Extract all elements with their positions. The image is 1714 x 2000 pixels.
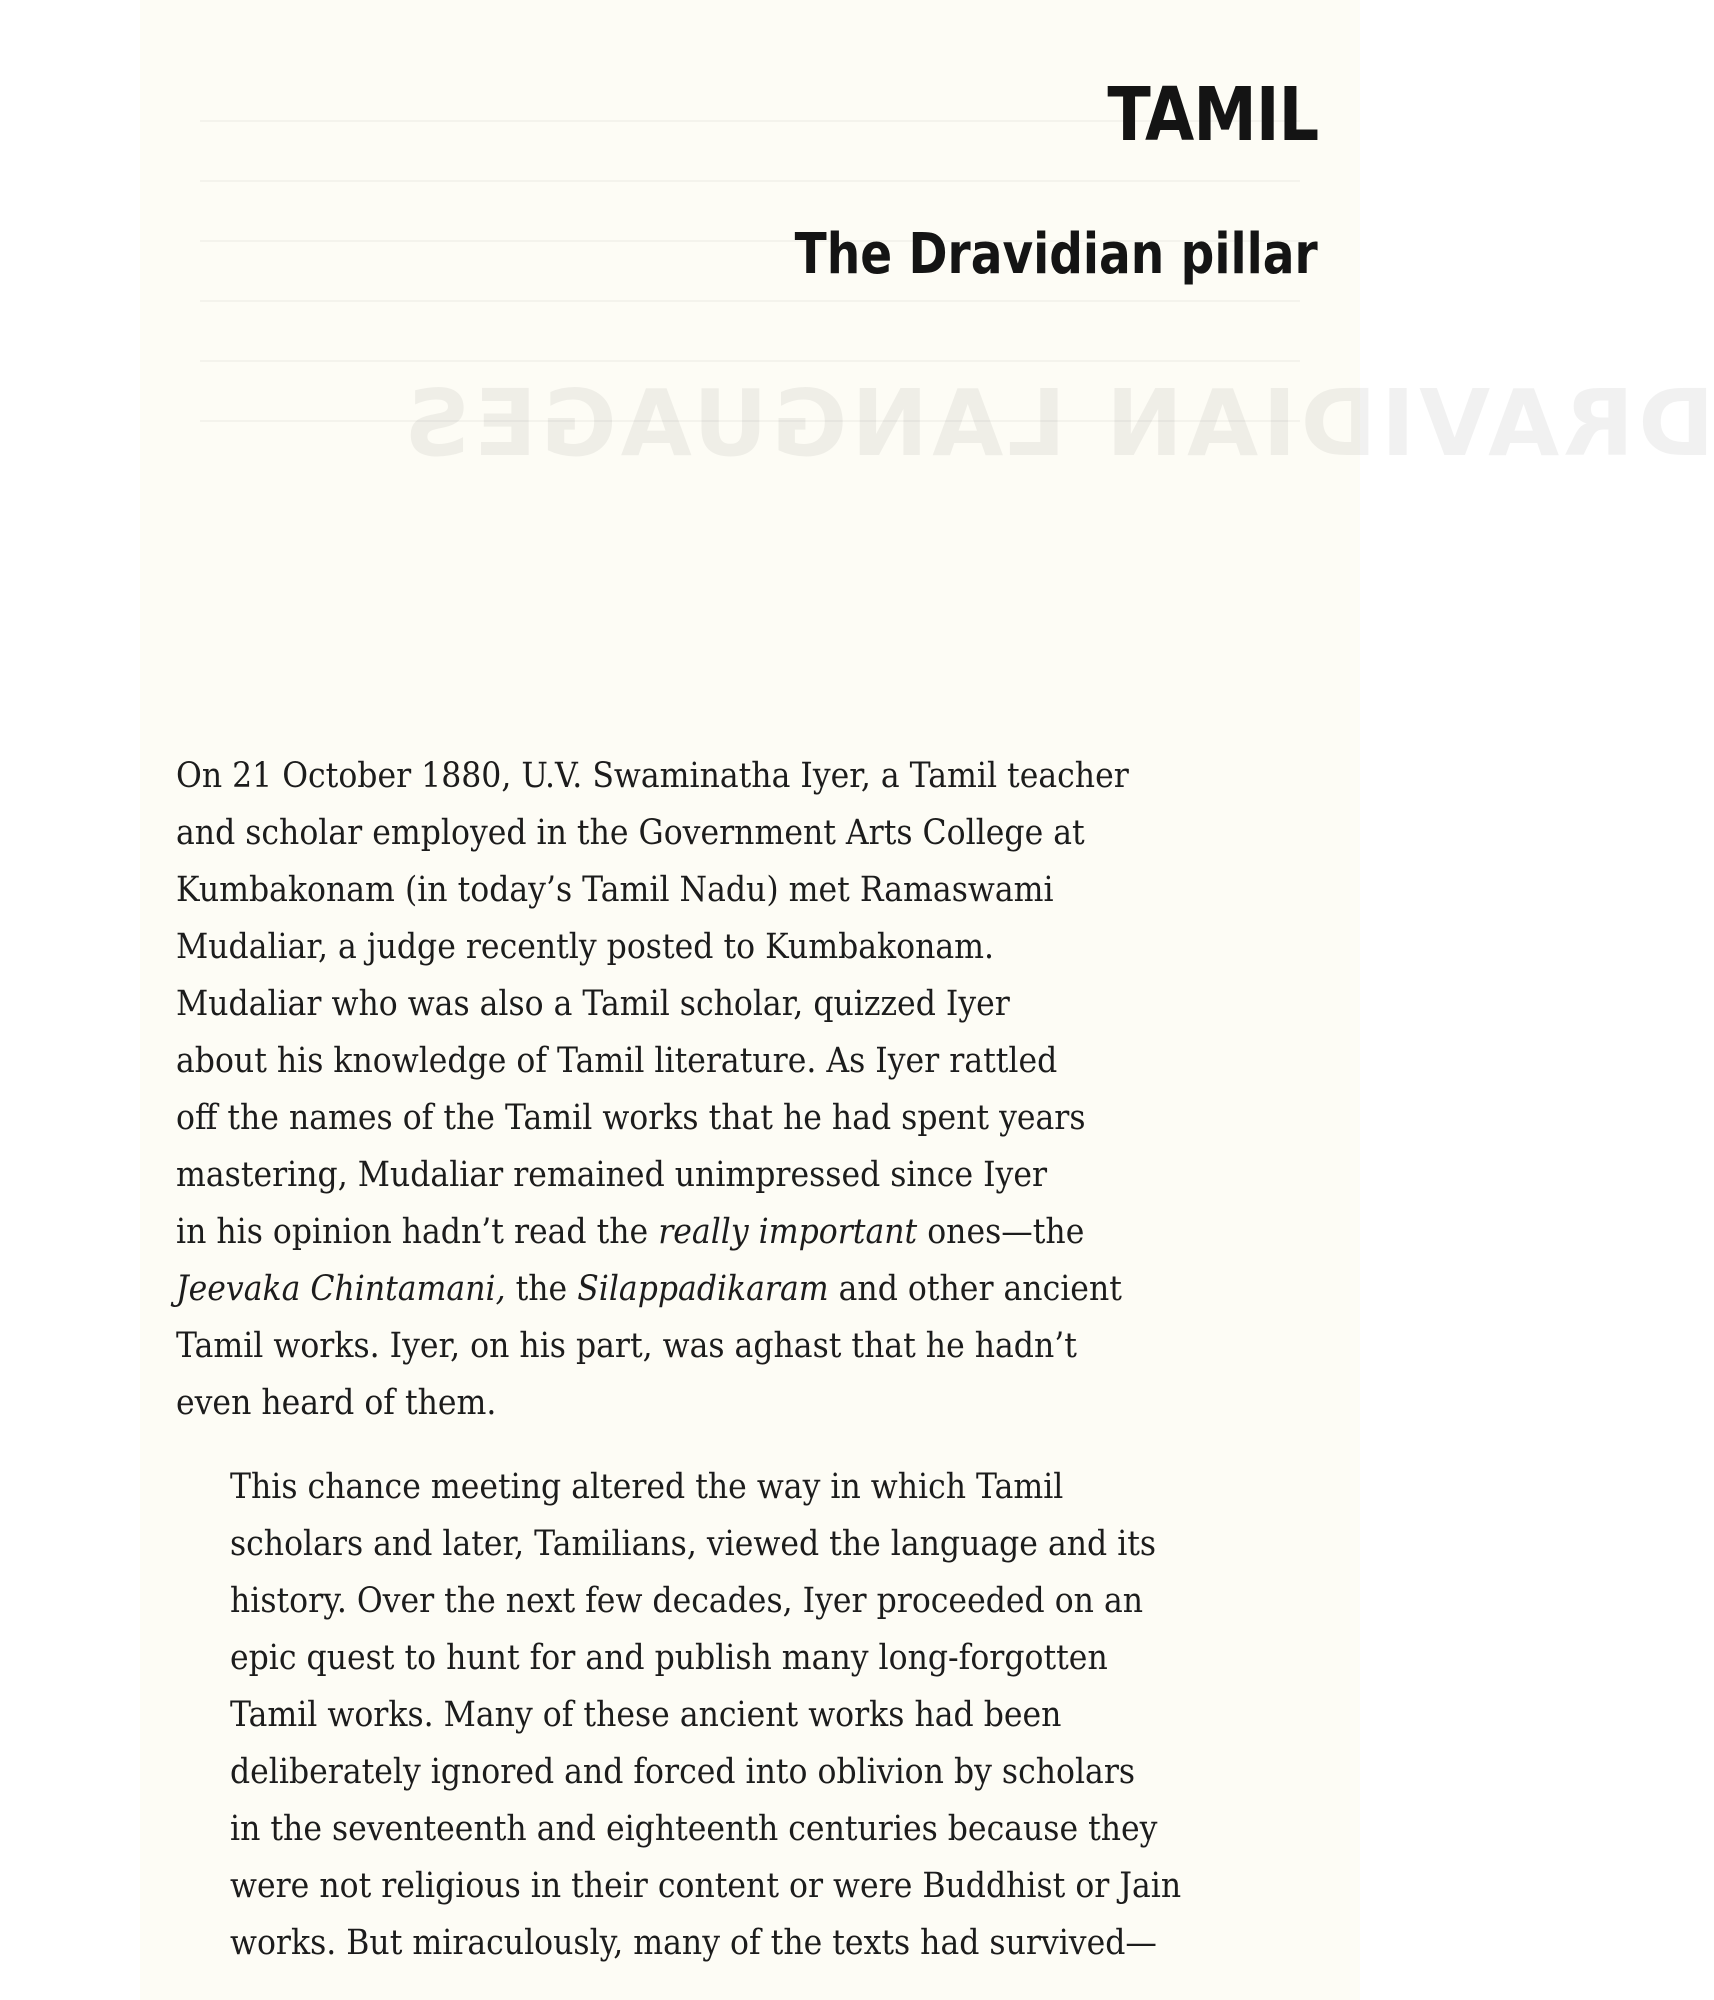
- text-line: Tamil works. Many of these ancient works had been: [230, 1695, 1062, 1735]
- text-line: history. Over the next few decades, Iyer proceeded on an: [230, 1581, 1144, 1621]
- text-line: Kumbakonam (in today’s Tamil Nadu) met Ramaswami: [176, 870, 1054, 910]
- paragraph-1: [176, 748, 1316, 1432]
- text-line: scholars and later, Tamilians, viewed the language and its: [230, 1524, 1157, 1564]
- body-text: [176, 748, 1316, 1972]
- text-run: the: [505, 1269, 578, 1309]
- text-run: ones—the: [917, 1212, 1085, 1252]
- text-run: and other ancient: [828, 1269, 1122, 1309]
- bleedthrough-heading: DRAVIDIAN LANGUAGES: [400, 370, 1714, 477]
- text-line: works. But miraculously, many of the texts had survived—: [230, 1923, 1157, 1963]
- chapter-subtitle: The Dravidian pillar: [794, 222, 1318, 287]
- book-title-silappadikaram: Silappadikaram: [577, 1269, 829, 1309]
- text-line: off the names of the Tamil works that he had spent years: [176, 1098, 1086, 1138]
- text-line: epic quest to hunt for and publish many long-forgotten: [230, 1638, 1108, 1678]
- paragraph-2: [176, 1459, 1316, 1972]
- text-line: Mudaliar, a judge recently posted to Kumbakonam.: [176, 927, 995, 967]
- bleedthrough-lines: [200, 120, 1300, 540]
- text-line: [176, 1261, 1202, 1318]
- book-page: [140, 0, 1714, 2000]
- text-line: even heard of them.: [176, 1383, 497, 1423]
- text-line: were not religious in their content or were Buddhist or Jain: [230, 1866, 1182, 1906]
- text-run: in his opinion hadn’t read the: [176, 1212, 659, 1252]
- text-line: On 21 October 1880, U.V. Swaminatha Iyer, a Tamil teacher: [176, 756, 1129, 796]
- text-line: and scholar employed in the Government Arts College at: [176, 813, 1085, 853]
- text-line: deliberately ignored and forced into oblivion by scholars: [230, 1752, 1136, 1792]
- text-line: This chance meeting altered the way in which Tamil: [230, 1467, 1064, 1507]
- text-line: [176, 1204, 1202, 1261]
- emphasis-text: really important: [658, 1212, 918, 1252]
- text-line: about his knowledge of Tamil literature. As Iyer rattled: [176, 1041, 1058, 1081]
- chapter-title: TAMIL: [1107, 72, 1318, 158]
- text-line: Mudaliar who was also a Tamil scholar, quizzed Iyer: [176, 984, 1010, 1024]
- book-title-jeevaka-chintamani: Jeevaka Chintamani,: [176, 1269, 506, 1309]
- text-line: in the seventeenth and eighteenth centuries because they: [230, 1809, 1158, 1849]
- text-line: Tamil works. Iyer, on his part, was aghast that he hadn’t: [176, 1326, 1077, 1366]
- text-line: mastering, Mudaliar remained unimpressed since Iyer: [176, 1155, 1048, 1195]
